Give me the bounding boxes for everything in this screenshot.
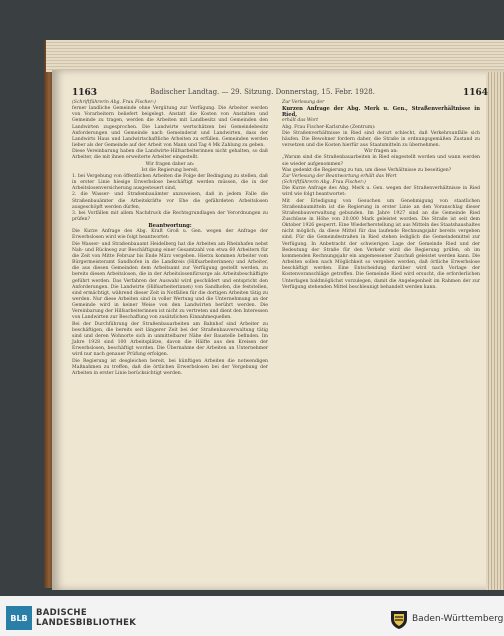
- left-column-paragraph: (Schriftführerin Abg. Frau Fischer:): [72, 100, 156, 105]
- left-column-paragraph: 2. die Wasser- und Straßenbauämter anzuweisen, daß in jedem Falle die Straßenbauämter die Arbeitskräfte vor Ehe die gefährdeten Arbeitslosen ausgeschöpft werden dürfen,: [72, 192, 268, 210]
- book-page-edge: [486, 72, 504, 590]
- book-top-edge: [46, 40, 504, 72]
- right-column-paragraph: Zur Verlesung der: [282, 100, 325, 105]
- right-column-paragraph: Die Straßenverhältnisse in Ried sind derart schlecht, daß Verkehrsunfälle sich häufen. Die Bewohner fordern daher, die Straße in ordnungsgemäßen Zustand zu versetzen und die Kosten hierfür aus Staatsmitteln zu übernehmen.: [282, 130, 480, 149]
- left-column-paragraph: 3. bei Vorfällen mit allem Nachdruck die Rechtsgrundlagen der Verordnungen zu prüfen?: [72, 210, 268, 222]
- blb-logo[interactable]: BLB: [6, 606, 32, 630]
- right-column-paragraph: Was gedenkt die Regierung zu tun, um diese Verhältnisse zu beseitigen?: [282, 167, 452, 173]
- right-column: [282, 100, 480, 291]
- right-column-paragraph: Mit der Erledigung von Gesuchen um Genehmigung von staatlichen Straßenbaumitteln ist die Regierung in erster Linie an den Voranschlag dieser Straßenbauverwaltung gebunden. Im Jahre 1927 sind an die Gemeinde Ried Zuschüsse in Höhe von 20.000 Mark geleistet worden. Die Straße ist seit dem Oktober 1926 gesperrt. Eine Wiederherstellung ist aus Mitteln des Staatshaushaltes nicht möglich, da diese Mittel für das laufende Rechnungsjahr bereits vergeben sind. Für die Gemeindestraßen in Ried stehen lediglich die Gemeindemittel zur Verfügung. In Anbetracht der schwierigen Lage der Gemeinde Ried und der Bedeutung der Straße für den Verkehr wird die Regierung prüfen, ob im kommenden Rechnungsjahr ein angemessener Zuschuß geleistet werden kann. Die Arbeiten sollen nach Möglichkeit so vergeben werden, daß örtliche Erwerbslose beschäftigt werden. Eine Entscheidung darüber wird nach Vorlage der Kostenvoranschläge getroffen. Die Gemeinde Ried wird ersucht, die erforderlichen Unterlagen baldmöglichst vorzulegen, damit die Angelegenheit im Rahmen der zur Verfügung stehenden Mittel beschleunigt behandelt werden kann.: [282, 198, 480, 290]
- left-column-paragraph: Bei der Durchführung der Straßenbauarbeiten am Bahnhof sind Arbeiter zu beschäftigen, die bereits seit längerer Zeit bei der Straßenbauverwaltung tätig sind und deren Wohnorte sich in unmittelbarer Nähe der Baustelle befinden. Im Jahre 1928 sind 100 Arbeitsplätze, davon die Hälfte aus den Kreisen der Erwerbslosen, beschäftigt worden. Die Übernahme der Arbeiten an Unternehmer wird nur nach genauer Prüfung erfolgen.: [72, 321, 268, 358]
- left-column-paragraph: 1. bei Vergebung von öffentlichen Arbeiten die Folge der Bedingung zu stellen, daß in erster Linie hiesige Erwerbslose beschäftigt werden müssen, die in der Arbeitslosenversicherung ausgesteuert sind,: [72, 173, 268, 192]
- page-number-right: 1164: [463, 88, 489, 98]
- blb-name-line2: LANDESBIBLIOTHEK: [36, 618, 137, 628]
- right-column-paragraph: Wir fragen an:: [364, 149, 398, 155]
- right-column-paragraph: „Warum sind die Straßenbauarbeiten in Ried eingestellt worden und wann werden sie wieder aufgenommen?: [282, 155, 480, 167]
- left-column-paragraph: Die Regierung ist desgleichen bereit, bei künftigen Arbeiten die notwendigen Maßnahmen zu treffen, daß die örtlichen Erwerbslosen bei der Vergebung der Arbeiten in erster Linie berücksichtigt werden.: [72, 358, 268, 376]
- baden-wuerttemberg-crest-icon: [388, 608, 410, 630]
- right-column-paragraph: (Schriftführerin Abg. Frau Fischer:): [282, 180, 366, 186]
- left-column-paragraph: Diese Vereinbarung haben die Landwirte-Hilfsarbeiterinnen nicht gehalten, so daß Arbeiter, die mit ihnen erweiterte Arbeiter eingestellt.: [72, 149, 268, 161]
- right-column-paragraph: erhält das Wort: [282, 118, 319, 124]
- right-column-paragraph: Abg. Frau Fischer-Karlsruhe (Zentrum):: [282, 124, 376, 130]
- left-column-paragraph: Wir fragen daher an:: [145, 161, 195, 167]
- running-title: Badischer Landtag. — 29. Sitzung. Donnerstag, 15. Febr. 1928.: [150, 88, 375, 96]
- page-number-left: 1163: [72, 88, 98, 98]
- left-column-paragraph: Die Wasser- und Straßenbauamt Heidelberg hat die Arbeiten am Rheinhafen nebst Nah- und Rückweg zur Beschäftigung einer Gesamtzahl von etwa 60 Arbeitern für die Zeit von Mitte Februar bis Ende März vergeben. Hierzu kommen Arbeiter vom Bürgermeisteramt Sandhofen in die Landkreis (Hilfsarbeiterinnen) und Arbeiter, die aus diesen Gemeinden dem Arbeitsamt zur Verfügung gestellt werden, zu bereits diesen Arbeitslosen, die in der Arbeitslosenfürsorge als Arbeitsbeschäftigte geführt werden. Das Verfahren der Auswahl wird geschildert und entspricht den Anforderungen. Die Landwirte (Hilfsarbeiterinnen) von Sandhofen, die feststellen, sind ermächtigt, während dieser Zeit in Notfällen für die dortigen Arbeiten tätig zu werden. Nur diese Arbeiten sind in voller Wertung und die Unternehmung an der Gemeinde wird in keiner Weise von den Landwirten berührt werden. Die Vereinbarung der Hilfsarbeiterinnen ist nicht zu vertreten und dient den Interessen von Landwirten zur Beschaffung von zusätzlichen Einnahmequellen.: [72, 241, 268, 321]
- right-column-paragraph: Die Kurze Anfrage des Abg. Merk u. Gen. wegen der Straßenverhältnisse in Ried wird wie folgt beantwortet:: [282, 186, 480, 198]
- left-column: [72, 100, 268, 377]
- left-column-paragraph: ferner landliche Gemeinde ohne Vergütung zur Verfügung. Die Arbeiter werden von Vorarbeitern beliefert beigelegt. Anstatt die Kosten von Anstalten und Gemeinde zu tragen, werden die Arbeiten mit Landbesitz und Gemeinden den Landwirten zugesprochen. Die Landwirte wertschätzen bei Gemeindebesitz Anforderungen und Gemeinde nach Gemeinderat und Landwirten, dass der Landwirts Haus und Landwirtschaftliche Arbeiten zu erfüllen. Gemeinden werden lieber als der Gemeinde auf der Arbeit von Mann und Tag 4 Mk Zahlung zu geben.: [72, 106, 268, 149]
- left-column-paragraph: Ist die Regierung bereit,: [141, 167, 199, 173]
- blb-name[interactable]: [36, 608, 136, 628]
- baden-wuerttemberg-label[interactable]: Baden-Württemberg: [412, 614, 504, 624]
- left-column-paragraph: Die Kurze Anfrage des Abg. Kraft Groß u. Gen. wegen der Anfrage der Erwerbslosen wird wie folgt beantwortet:: [72, 229, 268, 241]
- right-column-paragraph: Kurzen Anfrage der Abg. Merk u. Gen., Straßenverhältnisse in Ried,: [282, 106, 480, 119]
- right-column-paragraph: Zur Verlesung der Beantwortung erhält das Wort: [282, 173, 397, 179]
- left-column-paragraph: Beantwortung:: [148, 223, 192, 230]
- blb-name-line1: BADISCHE: [36, 608, 87, 618]
